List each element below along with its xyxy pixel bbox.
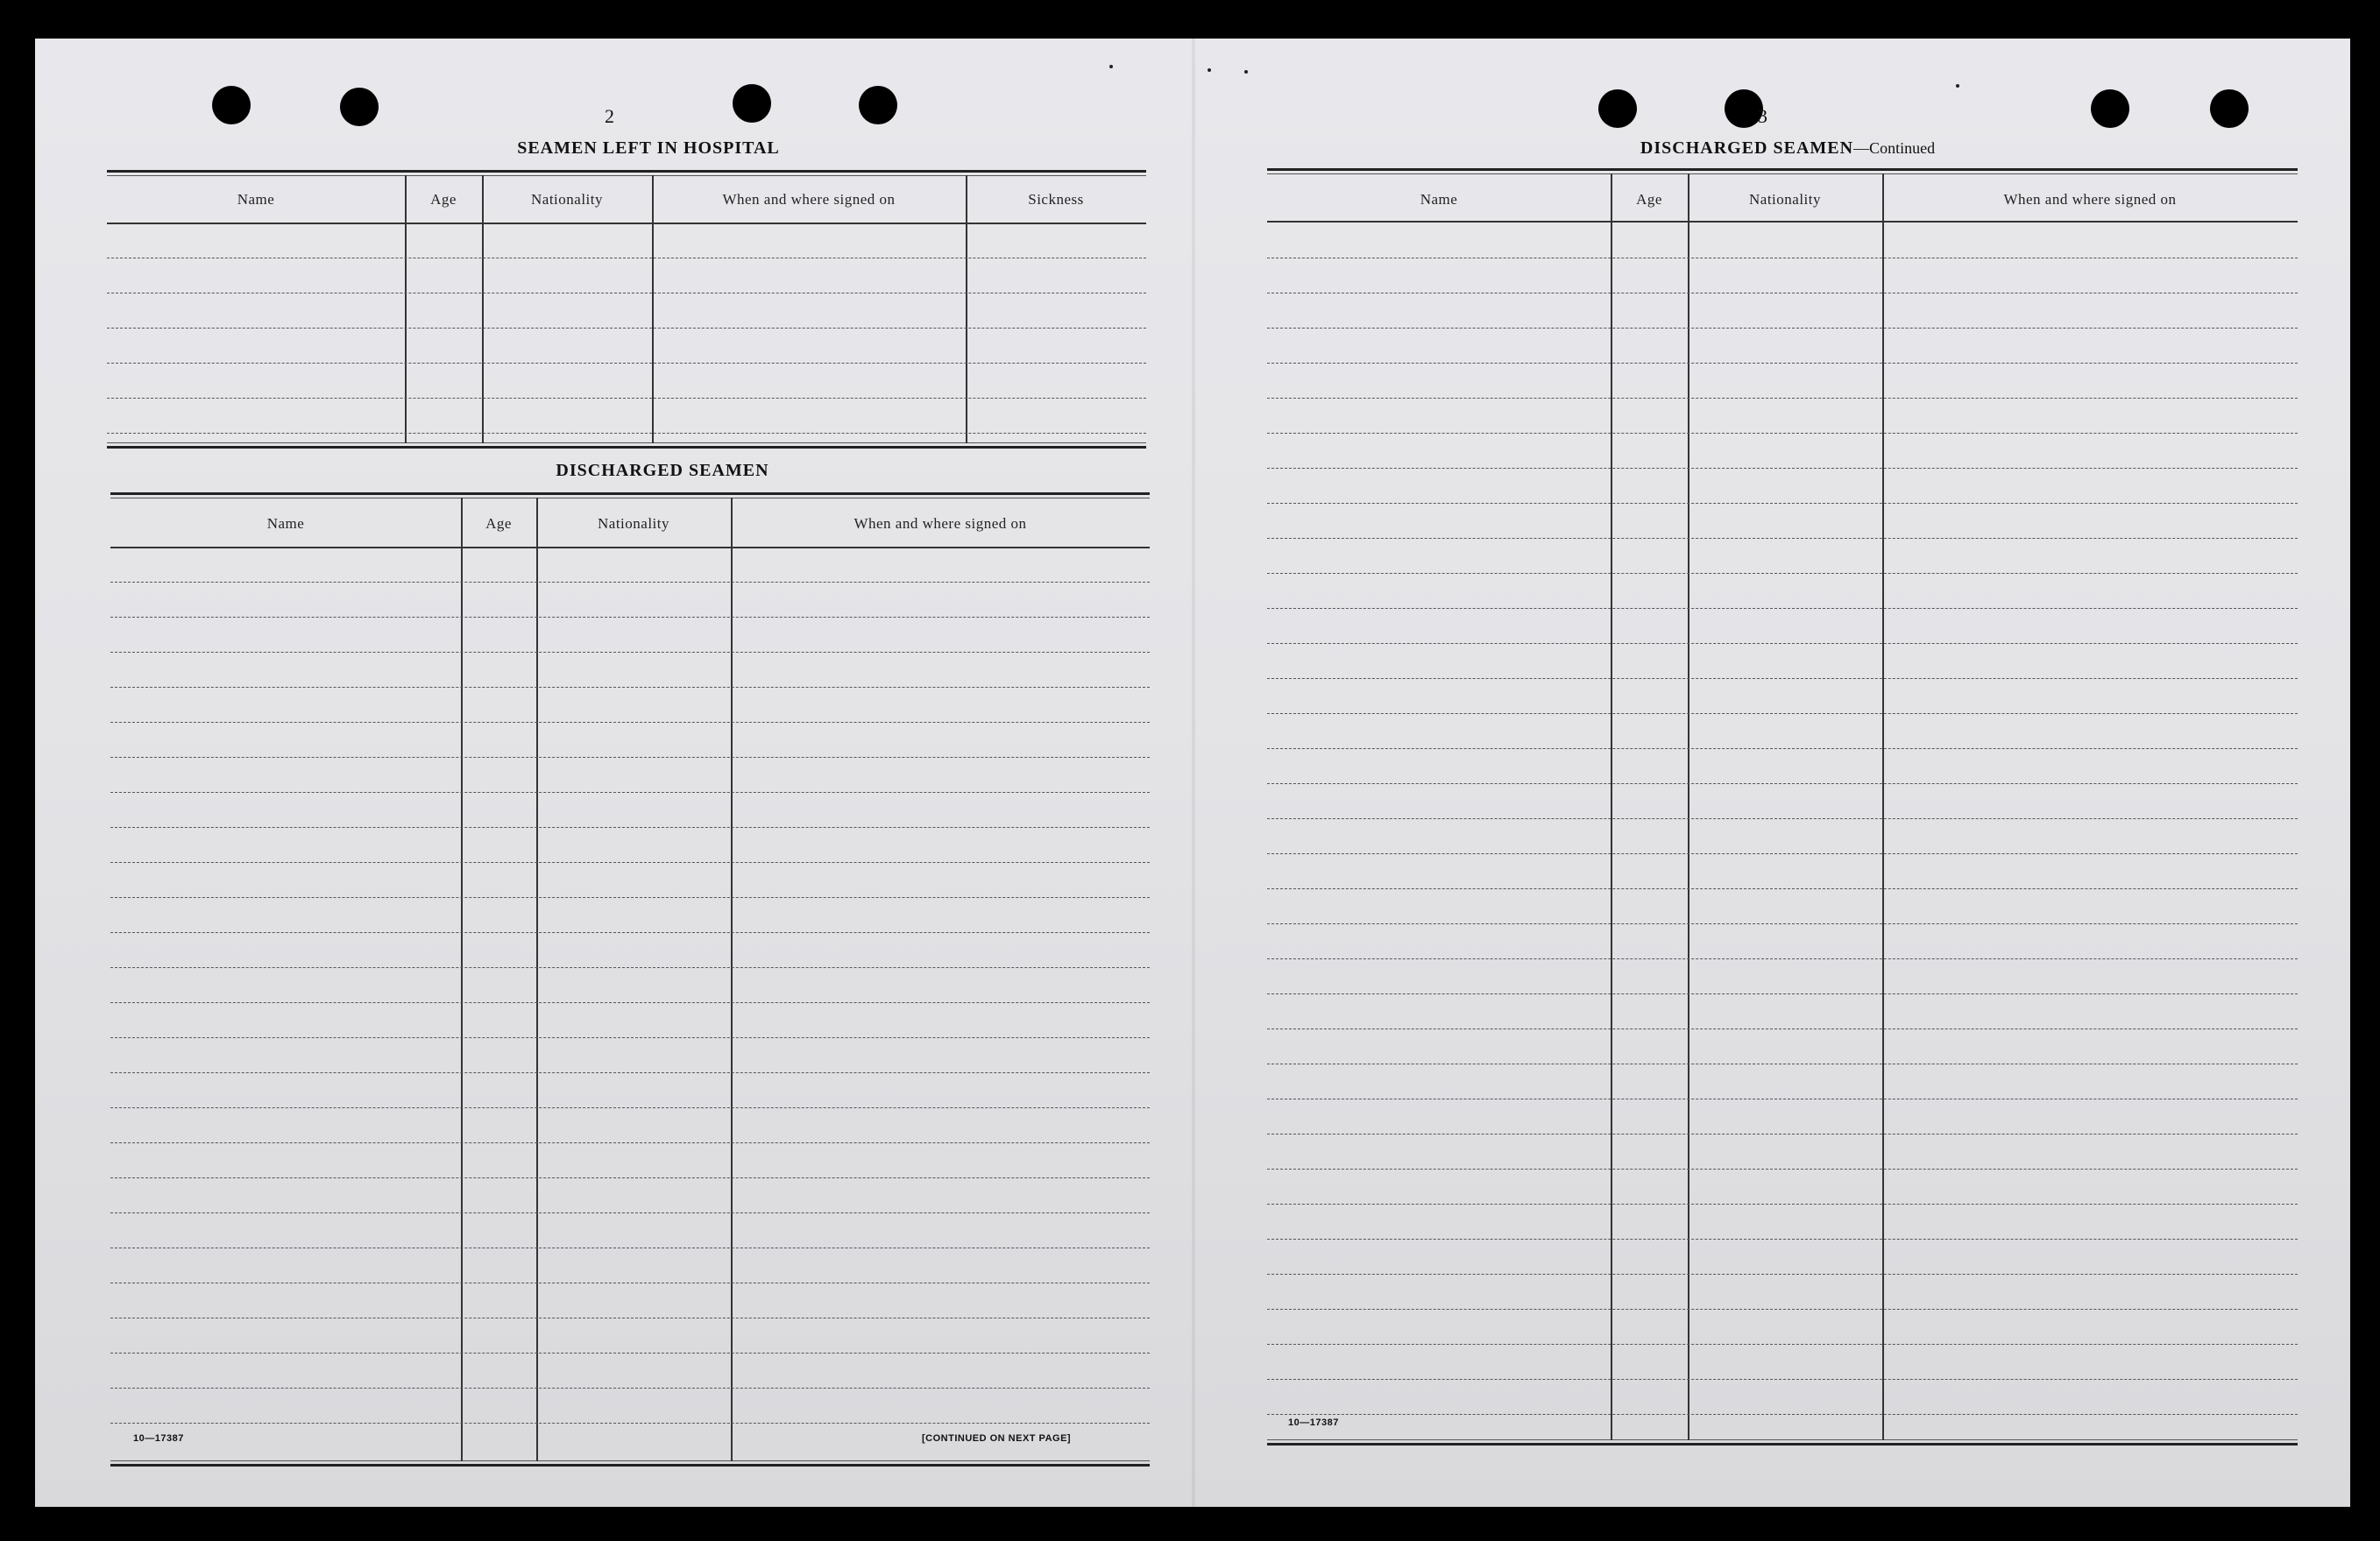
form-row-line — [1267, 468, 2298, 469]
form-row-line — [1267, 573, 2298, 574]
form-row-line — [110, 1353, 1150, 1354]
form-row-line — [1267, 1204, 2298, 1205]
form-row-line — [110, 1107, 1150, 1108]
column-header-name: Name — [237, 191, 275, 208]
form-row-line — [1267, 748, 2298, 749]
continued-note: [CONTINUED ON NEXT PAGE] — [922, 1433, 1072, 1444]
column-header-name: Name — [266, 515, 305, 532]
column-divider — [536, 498, 538, 1461]
form-row-line — [110, 792, 1150, 793]
form-row-line — [1267, 1169, 2298, 1170]
form-row-line — [107, 433, 1146, 434]
column-header-age: Age — [430, 191, 457, 208]
form-row-line — [1267, 713, 2298, 714]
form-row-line — [1267, 1134, 2298, 1135]
form-row-line — [110, 652, 1150, 653]
discharged-table — [110, 492, 1150, 1467]
form-code-right: 10—17387 — [1288, 1417, 1339, 1428]
form-row-line — [1267, 503, 2298, 504]
punch-hole — [859, 86, 897, 124]
form-row-line — [1267, 1344, 2298, 1345]
form-row-line — [110, 967, 1150, 968]
form-row-line — [110, 1037, 1150, 1038]
table-bottom-rule — [110, 1460, 1150, 1467]
form-row-line — [1267, 363, 2298, 364]
column-header-age: Age — [1636, 191, 1662, 208]
form-row-line — [1267, 1239, 2298, 1240]
speck — [1956, 84, 1959, 88]
form-row-line — [110, 1002, 1150, 1003]
page-fold — [1192, 39, 1195, 1507]
column-header-age: Age — [485, 515, 512, 532]
punch-hole — [212, 86, 251, 124]
column-divider — [966, 175, 967, 443]
form-row-line — [110, 1423, 1150, 1424]
form-row-line — [110, 1142, 1150, 1143]
form-row-line — [1267, 818, 2298, 819]
form-row-line — [1267, 1414, 2298, 1415]
form-row-line — [1267, 783, 2298, 784]
punch-hole — [2210, 89, 2249, 128]
form-row-line — [1267, 608, 2298, 609]
table-top-rule — [107, 170, 1146, 176]
form-row-line — [1267, 993, 2298, 994]
column-header-nationality: Nationality — [1749, 191, 1821, 208]
discharged-section-title: DISCHARGED SEAMEN — [556, 461, 769, 480]
speck — [1109, 65, 1113, 68]
column-header-nationality: Nationality — [531, 191, 603, 208]
punch-hole — [733, 84, 771, 123]
table-top-rule — [1267, 168, 2298, 174]
form-row-line — [110, 687, 1150, 688]
column-header-signed-on: When and where signed on — [2003, 191, 2177, 208]
form-row-line — [1267, 853, 2298, 854]
form-row-line — [110, 827, 1150, 828]
document-sheet — [35, 39, 2350, 1507]
form-row-line — [110, 582, 1150, 583]
column-divider — [652, 175, 654, 443]
form-row-line — [110, 722, 1150, 723]
discharged-continued-title — [1507, 138, 2068, 159]
column-divider — [461, 498, 463, 1461]
form-code-left: 10—17387 — [133, 1433, 184, 1444]
form-row-line — [110, 1212, 1150, 1213]
form-row-line — [110, 897, 1150, 898]
column-divider — [731, 498, 733, 1461]
column-divider — [405, 175, 407, 443]
punch-hole — [340, 88, 379, 126]
form-row-line — [110, 932, 1150, 933]
form-row-line — [1267, 328, 2298, 329]
form-row-line — [1267, 923, 2298, 924]
form-row-line — [110, 757, 1150, 758]
form-row-line — [110, 617, 1150, 618]
table-bottom-rule — [107, 442, 1146, 449]
column-divider — [482, 175, 484, 443]
page-number-left: 2 — [605, 105, 615, 127]
form-row-line — [107, 363, 1146, 364]
table-header-rule — [1267, 221, 2298, 223]
column-header-signed-on: When and where signed on — [854, 515, 1027, 532]
page-number-right: 3 — [1758, 105, 1768, 127]
table-header-rule — [107, 223, 1146, 224]
speck — [1208, 68, 1211, 72]
form-row-line — [1267, 1274, 2298, 1275]
form-row-line — [110, 1072, 1150, 1073]
form-row-line — [1267, 1379, 2298, 1380]
column-header-name: Name — [1420, 191, 1458, 208]
form-row-line — [1267, 398, 2298, 399]
discharged-continued-title-suffix: —Continued — [1853, 139, 1936, 157]
column-header-sickness: Sickness — [1028, 191, 1084, 208]
punch-hole — [1598, 89, 1637, 128]
discharged-continued-title-main: DISCHARGED SEAMEN — [1640, 138, 1854, 158]
speck — [1244, 70, 1248, 74]
punch-hole — [2091, 89, 2129, 128]
form-row-line — [1267, 958, 2298, 959]
column-header-signed-on: When and where signed on — [722, 191, 896, 208]
form-row-line — [1267, 888, 2298, 889]
form-row-line — [1267, 1309, 2298, 1310]
form-row-line — [110, 862, 1150, 863]
hospital-table — [107, 170, 1146, 449]
form-row-line — [1267, 433, 2298, 434]
form-row-line — [107, 398, 1146, 399]
table-header-rule — [110, 547, 1150, 548]
form-row-line — [107, 328, 1146, 329]
column-header-nationality: Nationality — [598, 515, 669, 532]
form-row-line — [110, 1177, 1150, 1178]
form-row-line — [1267, 643, 2298, 644]
form-row-line — [110, 1388, 1150, 1389]
form-row-line — [1267, 678, 2298, 679]
table-top-rule — [110, 492, 1150, 498]
form-row-line — [1267, 538, 2298, 539]
hospital-section-title: SEAMEN LEFT IN HOSPITAL — [517, 138, 780, 158]
table-bottom-rule — [1267, 1439, 2298, 1446]
discharged-continued-table — [1267, 168, 2298, 1446]
